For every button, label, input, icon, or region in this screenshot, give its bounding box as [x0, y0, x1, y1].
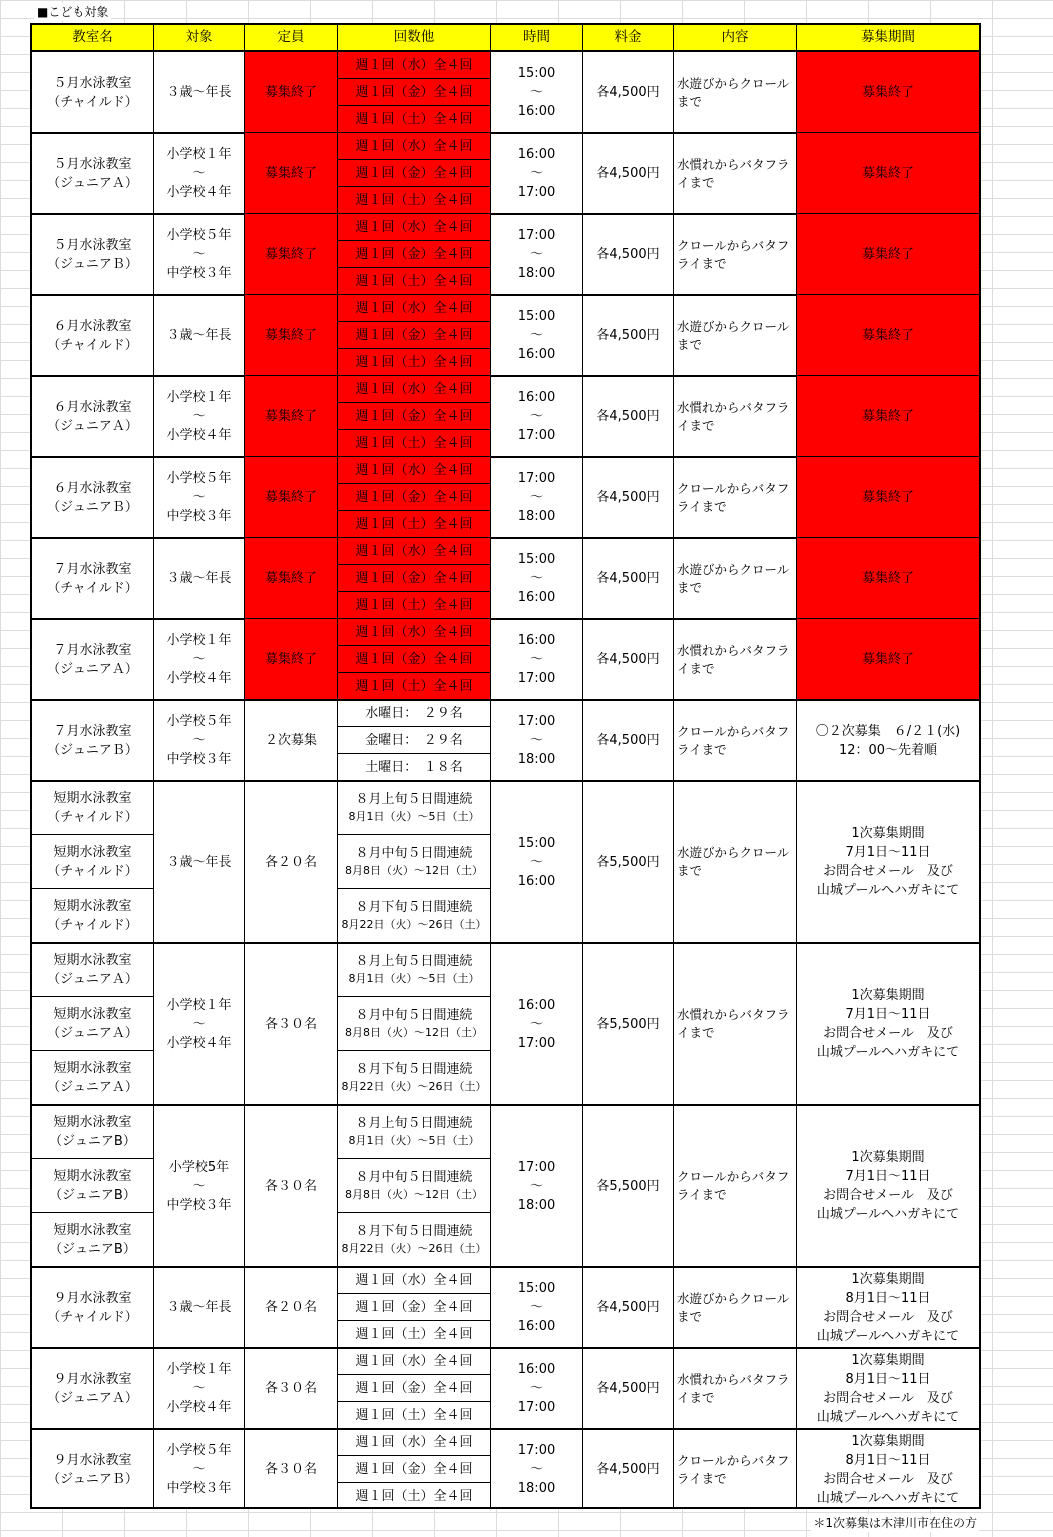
header-capacity: 定員 [245, 25, 338, 52]
time-range: 17:00 ～ 18:00 [491, 214, 583, 295]
capacity: 各３０名 [245, 1348, 338, 1429]
class-name: 短期水泳教室 （ジュニアB） [32, 1213, 154, 1267]
time-range: 16:00 ～ 17:00 [491, 133, 583, 214]
time-range: 17:00 ～ 18:00 [491, 700, 583, 781]
target-ages: 小学校１年 ～ 小学校４年 [154, 133, 245, 214]
fee: 各5,500円 [583, 781, 674, 943]
capacity: 各３０名 [245, 1105, 338, 1267]
lesson-content: 水慣れからバタフラ イまで [674, 943, 797, 1105]
capacity: 募集終了 [245, 295, 338, 376]
session-slot: 週１回（土）全４回 [338, 511, 491, 538]
session-term: ８月中旬５日間連続 [355, 1169, 473, 1185]
recruitment-period: 1次募集期間 8月1日～11日 お問合せメール 及び 山城プールへハガキにて [816, 1352, 960, 1425]
recruitment-period: 募集終了 [797, 619, 979, 700]
session-dates: 8月8日（火）～12日（土） [345, 1187, 483, 1201]
sheet-caption: ■こども対象 [34, 3, 111, 21]
recruitment-period: 1次募集期間 8月1日～11日 お問合せメール 及び 山城プールへハガキにて [816, 1433, 960, 1506]
session-slot: 週１回（土）全４回 [338, 106, 491, 133]
recruitment-period: 募集終了 [797, 457, 979, 538]
recruitment-period: 募集終了 [797, 538, 979, 619]
session-slot: 週１回（金）全４回 [338, 1456, 491, 1483]
class-name: ５月水泳教室 （チャイルド） [32, 52, 154, 133]
lesson-content: クロールからバタフ ライまで [674, 1429, 797, 1509]
target-ages: 小学校１年 ～ 小学校４年 [154, 943, 245, 1105]
session-slot [338, 835, 491, 889]
class-name: 短期水泳教室 （チャイルド） [32, 889, 154, 943]
time-range: 17:00 ～ 18:00 [491, 457, 583, 538]
session-slot [338, 943, 491, 997]
time-range: 15:00 ～ 16:00 [491, 538, 583, 619]
time-range: 16:00 ～ 17:00 [491, 943, 583, 1105]
fee: 各4,500円 [583, 295, 674, 376]
class-name: 短期水泳教室 （チャイルド） [32, 835, 154, 889]
recruitment-period: 〇２次募集 ６/２１(水) 12：00～先着順 [815, 723, 961, 758]
recruitment-period: 募集終了 [797, 376, 979, 457]
class-name: 短期水泳教室 （チャイルド） [32, 781, 154, 835]
fee: 各4,500円 [583, 52, 674, 133]
session-slot: 土曜日： １８名 [338, 754, 491, 781]
header-fee: 料金 [583, 25, 674, 52]
fee: 各4,500円 [583, 133, 674, 214]
session-term: ８月中旬５日間連続 [355, 845, 473, 861]
session-slot: 週１回（水）全４回 [338, 295, 491, 322]
capacity: 募集終了 [245, 376, 338, 457]
target-ages: 小学校5年 ～ 中学校３年 [154, 1105, 245, 1267]
target-ages: 小学校５年 ～ 中学校３年 [154, 214, 245, 295]
fee: 各5,500円 [583, 943, 674, 1105]
lesson-content: 水慣れからバタフラ イまで [674, 619, 797, 700]
time-range: 16:00 ～ 17:00 [491, 376, 583, 457]
lesson-content: クロールからバタフ ライまで [674, 1105, 797, 1267]
fee: 各4,500円 [583, 1429, 674, 1509]
lesson-content: 水遊びからクロールまで [674, 1267, 797, 1348]
session-slot [338, 1159, 491, 1213]
session-dates: 8月1日（火）～5日（土） [348, 1133, 480, 1147]
session-slot: 週１回（土）全４回 [338, 592, 491, 619]
session-slot: 週１回（金）全４回 [338, 565, 491, 592]
session-dates: 8月1日（火）～5日（土） [348, 971, 480, 985]
target-ages: 小学校５年 ～ 中学校３年 [154, 457, 245, 538]
recruitment-period: 1次募集期間 7月1日～11日 お問合せメール 及び 山城プールへハガキにて [816, 988, 960, 1060]
lesson-content: クロールからバタフ ライまで [674, 214, 797, 295]
class-name: ７月水泳教室 （ジュニアＢ） [32, 700, 154, 781]
lesson-content: 水遊びからクロールまで [674, 295, 797, 376]
header-target: 対象 [154, 25, 245, 52]
session-term: ８月上旬５日間連続 [355, 953, 473, 969]
target-ages: ３歳～年長 [154, 538, 245, 619]
session-slot: 週１回（土）全４回 [338, 187, 491, 214]
session-slot: 週１回（土）全４回 [338, 673, 491, 700]
class-name: ６月水泳教室 （ジュニアＢ） [32, 457, 154, 538]
fee: 各4,500円 [583, 376, 674, 457]
time-range: 15:00 ～ 16:00 [491, 781, 583, 943]
capacity: 各３０名 [245, 1429, 338, 1509]
session-term: ８月上旬５日間連続 [355, 791, 473, 807]
header-class-name: 教室名 [32, 25, 154, 52]
lesson-content: 水慣れからバタフラ イまで [674, 1348, 797, 1429]
fee: 各4,500円 [583, 619, 674, 700]
fee: 各5,500円 [583, 1105, 674, 1267]
recruitment-period: 1次募集期間 7月1日～11日 お問合せメール 及び 山城プールへハガキにて [816, 1150, 960, 1222]
time-range: 15:00 ～ 16:00 [491, 52, 583, 133]
time-range: 16:00 ～ 17:00 [491, 1348, 583, 1429]
class-name: ５月水泳教室 （ジュニアＡ） [32, 133, 154, 214]
class-name: ６月水泳教室 （チャイルド） [32, 295, 154, 376]
footnote: ＊1次募集は木津川市在住の方 [813, 1516, 977, 1530]
session-slot: 週１回（水）全４回 [338, 214, 491, 241]
lesson-content: 水遊びからクロールまで [674, 538, 797, 619]
class-name: ５月水泳教室 （ジュニアＢ） [32, 214, 154, 295]
session-slot: 週１回（土）全４回 [338, 1402, 491, 1429]
capacity: 募集終了 [245, 52, 338, 133]
session-term: ８月上旬５日間連続 [355, 1115, 473, 1131]
recruitment-period: 1次募集期間 8月1日～11日 お問合せメール 及び 山城プールへハガキにて [816, 1271, 960, 1344]
class-schedule-table [30, 23, 981, 1509]
session-slot [338, 1051, 491, 1105]
target-ages: ３歳～年長 [154, 781, 245, 943]
class-name: 短期水泳教室 （ジュニアＡ） [32, 997, 154, 1051]
target-ages: ３歳～年長 [154, 52, 245, 133]
class-name: 短期水泳教室 （ジュニアB） [32, 1159, 154, 1213]
capacity: 各２０名 [245, 781, 338, 943]
class-name: 短期水泳教室 （ジュニアB） [32, 1105, 154, 1159]
recruitment-period: 募集終了 [797, 52, 979, 133]
target-ages: 小学校１年 ～ 小学校４年 [154, 1348, 245, 1429]
target-ages: ３歳～年長 [154, 295, 245, 376]
fee: 各4,500円 [583, 214, 674, 295]
session-slot: 週１回（水）全４回 [338, 133, 491, 160]
time-range: 17:00 ～ 18:00 [491, 1429, 583, 1509]
target-ages: 小学校１年 ～ 小学校４年 [154, 376, 245, 457]
time-range: 16:00 ～ 17:00 [491, 619, 583, 700]
session-slot: 週１回（土）全４回 [338, 430, 491, 457]
class-name: ７月水泳教室 （チャイルド） [32, 538, 154, 619]
session-slot: 水曜日： ２９名 [338, 700, 491, 727]
time-range: 15:00 ～ 16:00 [491, 295, 583, 376]
session-slot: 週１回（土）全４回 [338, 1483, 491, 1509]
recruitment-period: 募集終了 [797, 214, 979, 295]
header-time: 時間 [491, 25, 583, 52]
session-slot: 週１回（土）全４回 [338, 349, 491, 376]
lesson-content: クロールからバタフ ライまで [674, 700, 797, 781]
session-dates: 8月8日（火）～12日（土） [345, 863, 483, 877]
session-slot: 金曜日： ２９名 [338, 727, 491, 754]
session-slot: 週１回（水）全４回 [338, 538, 491, 565]
lesson-content: 水遊びからクロールまで [674, 781, 797, 943]
session-slot [338, 1105, 491, 1159]
session-slot: 週１回（水）全４回 [338, 619, 491, 646]
session-slot: 週１回（金）全４回 [338, 160, 491, 187]
session-slot [338, 1213, 491, 1267]
session-slot: 週１回（金）全４回 [338, 241, 491, 268]
lesson-content: 水慣れからバタフラ イまで [674, 133, 797, 214]
session-slot: 週１回（水）全４回 [338, 1267, 491, 1294]
session-slot: 週１回（金）全４回 [338, 484, 491, 511]
session-slot: 週１回（土）全４回 [338, 1321, 491, 1348]
session-slot: 週１回（水）全４回 [338, 1348, 491, 1375]
fee: 各4,500円 [583, 538, 674, 619]
class-name: ９月水泳教室 （ジュニアＢ） [32, 1429, 154, 1509]
session-slot: 週１回（金）全４回 [338, 1294, 491, 1321]
fee: 各4,500円 [583, 700, 674, 781]
class-name: 短期水泳教室 （ジュニアＡ） [32, 1051, 154, 1105]
session-term: ８月下旬５日間連続 [355, 1062, 473, 1077]
session-slot: 週１回（金）全４回 [338, 646, 491, 673]
session-slot: 週１回（金）全４回 [338, 403, 491, 430]
session-slot: 週１回（金）全４回 [338, 1375, 491, 1402]
time-range: 15:00 ～ 16:00 [491, 1267, 583, 1348]
recruitment-period: 募集終了 [797, 295, 979, 376]
session-dates: 8月22日（火）～26日（土） [341, 918, 487, 931]
session-dates: 8月1日（火）～5日（土） [348, 809, 480, 823]
recruitment-period: 1次募集期間 7月1日～11日 お問合せメール 及び 山城プールへハガキにて [816, 826, 960, 898]
fee: 各4,500円 [583, 1348, 674, 1429]
lesson-content: 水慣れからバタフラ イまで [674, 376, 797, 457]
header-period: 募集期間 [797, 25, 979, 52]
class-name: ７月水泳教室 （ジュニアＡ） [32, 619, 154, 700]
target-ages: 小学校５年 ～ 中学校３年 [154, 700, 245, 781]
capacity: 募集終了 [245, 457, 338, 538]
header-sessions: 回数他 [338, 25, 491, 52]
session-slot: 週１回（水）全４回 [338, 52, 491, 79]
session-slot: 週１回（水）全４回 [338, 1429, 491, 1456]
session-dates: 8月8日（火）～12日（土） [345, 1025, 483, 1039]
capacity: 募集終了 [245, 214, 338, 295]
fee: 各4,500円 [583, 1267, 674, 1348]
target-ages: 小学校５年 ～ 中学校３年 [154, 1429, 245, 1509]
fee: 各4,500円 [583, 457, 674, 538]
session-slot [338, 781, 491, 835]
session-term: ８月中旬５日間連続 [355, 1007, 473, 1023]
capacity: 募集終了 [245, 133, 338, 214]
session-term: ８月下旬５日間連続 [355, 900, 473, 915]
class-name: ６月水泳教室 （ジュニアＡ） [32, 376, 154, 457]
header-content: 内容 [674, 25, 797, 52]
capacity: 募集終了 [245, 538, 338, 619]
session-slot [338, 889, 491, 943]
session-slot: 週１回（土）全４回 [338, 268, 491, 295]
session-slot: 週１回（水）全４回 [338, 376, 491, 403]
class-name: 短期水泳教室 （ジュニアＡ） [32, 943, 154, 997]
target-ages: 小学校１年 ～ 小学校４年 [154, 619, 245, 700]
capacity: ２次募集 [245, 700, 338, 781]
session-slot [338, 997, 491, 1051]
session-slot: 週１回（金）全４回 [338, 79, 491, 106]
class-name: ９月水泳教室 （チャイルド） [32, 1267, 154, 1348]
capacity: 募集終了 [245, 619, 338, 700]
session-dates: 8月22日（火）～26日（土） [341, 1080, 487, 1093]
target-ages: ３歳～年長 [154, 1267, 245, 1348]
class-name: ９月水泳教室 （ジュニアＡ） [32, 1348, 154, 1429]
lesson-content: 水遊びからクロールまで [674, 52, 797, 133]
lesson-content: クロールからバタフ ライまで [674, 457, 797, 538]
session-slot: 週１回（水）全４回 [338, 457, 491, 484]
capacity: 各２０名 [245, 1267, 338, 1348]
recruitment-period: 募集終了 [797, 133, 979, 214]
time-range: 17:00 ～ 18:00 [491, 1105, 583, 1267]
session-dates: 8月22日（火）～26日（土） [341, 1242, 487, 1255]
session-term: ８月下旬５日間連続 [355, 1224, 473, 1239]
session-slot: 週１回（金）全４回 [338, 322, 491, 349]
capacity: 各３０名 [245, 943, 338, 1105]
